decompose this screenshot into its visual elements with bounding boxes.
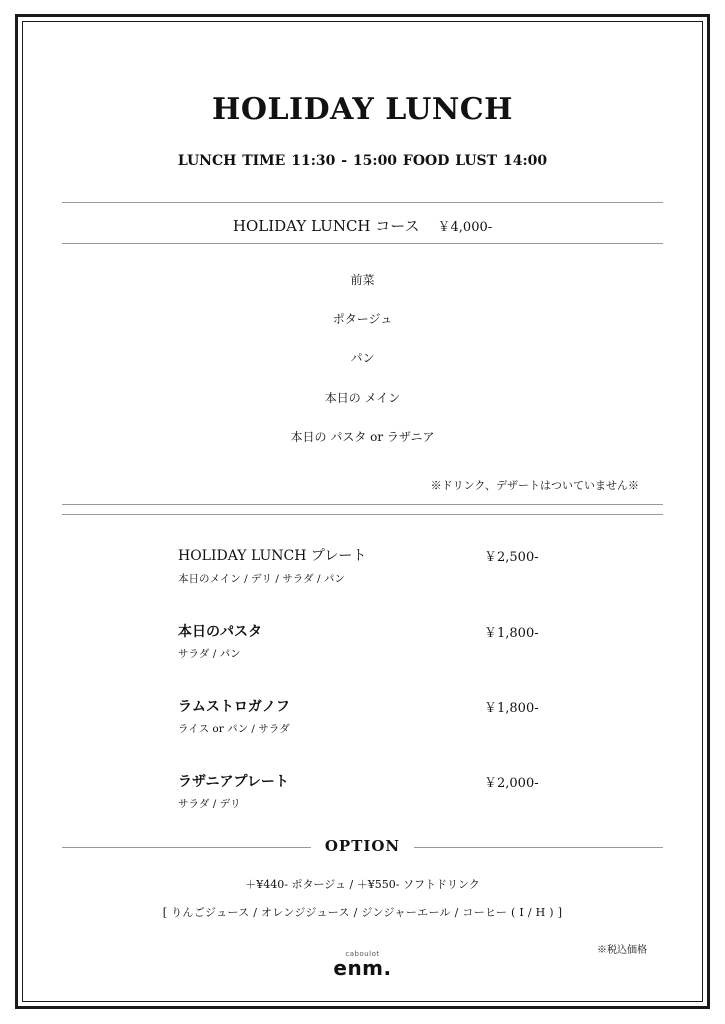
menu-item-name: ラザニアプレート bbox=[178, 774, 289, 790]
menu-item-price: ￥1,800- bbox=[484, 701, 539, 716]
menu-item-desc: ライス or パン / サラダ bbox=[178, 723, 290, 735]
menu-item-price: ￥2,500- bbox=[484, 550, 539, 565]
course-item: ポタージュ bbox=[332, 312, 393, 326]
menu-item-name: ラムストロガノフ bbox=[178, 699, 290, 715]
menu-item-price: ￥2,000- bbox=[484, 776, 539, 791]
divider bbox=[62, 514, 663, 515]
logo: enm. bbox=[333, 956, 392, 980]
menu-item-desc: サラダ / パン bbox=[178, 648, 241, 660]
option-header bbox=[62, 837, 663, 857]
lunch-hours: LUNCH TIME 11:30 - 15:00 FOOD LUST 14:00 bbox=[177, 153, 548, 169]
divider bbox=[62, 504, 663, 505]
course-note: ※ドリンク、デザートはついていません※ bbox=[430, 479, 639, 492]
option-line-2: [ りんごジュース / オレンジジュース / ジンジャーエール / コーヒー ( I / H ) ] bbox=[162, 906, 563, 919]
menu-item-name: HOLIDAY LUNCH プレート bbox=[178, 548, 367, 564]
course-header bbox=[0, 215, 725, 236]
course-item: 本日の メイン bbox=[324, 391, 401, 405]
course-price: ￥4,000- bbox=[437, 220, 493, 235]
course-name: HOLIDAY LUNCH コース bbox=[232, 217, 420, 235]
tax-note: ※税込価格 bbox=[597, 945, 647, 956]
course-item: パン bbox=[350, 351, 375, 365]
divider bbox=[62, 202, 663, 203]
menu-item-desc: 本日のメイン / デリ / サラダ / パン bbox=[178, 573, 345, 585]
logo-subtext: caboulot bbox=[345, 950, 380, 958]
menu-item-name: 本日のパスタ bbox=[178, 624, 262, 640]
option-line-1: ＋¥440- ポタージュ / ＋¥550- ソフトドリンク bbox=[245, 878, 480, 891]
course-item: 前菜 bbox=[350, 273, 375, 287]
option-title: OPTION bbox=[311, 837, 414, 855]
divider bbox=[62, 243, 663, 244]
course-item: 本日の パスタ or ラザニア bbox=[290, 430, 435, 444]
page-title: HOLIDAY LUNCH bbox=[211, 92, 514, 127]
menu-item-desc: サラダ / デリ bbox=[178, 798, 241, 810]
menu-item-price: ￥1,800- bbox=[484, 626, 539, 641]
